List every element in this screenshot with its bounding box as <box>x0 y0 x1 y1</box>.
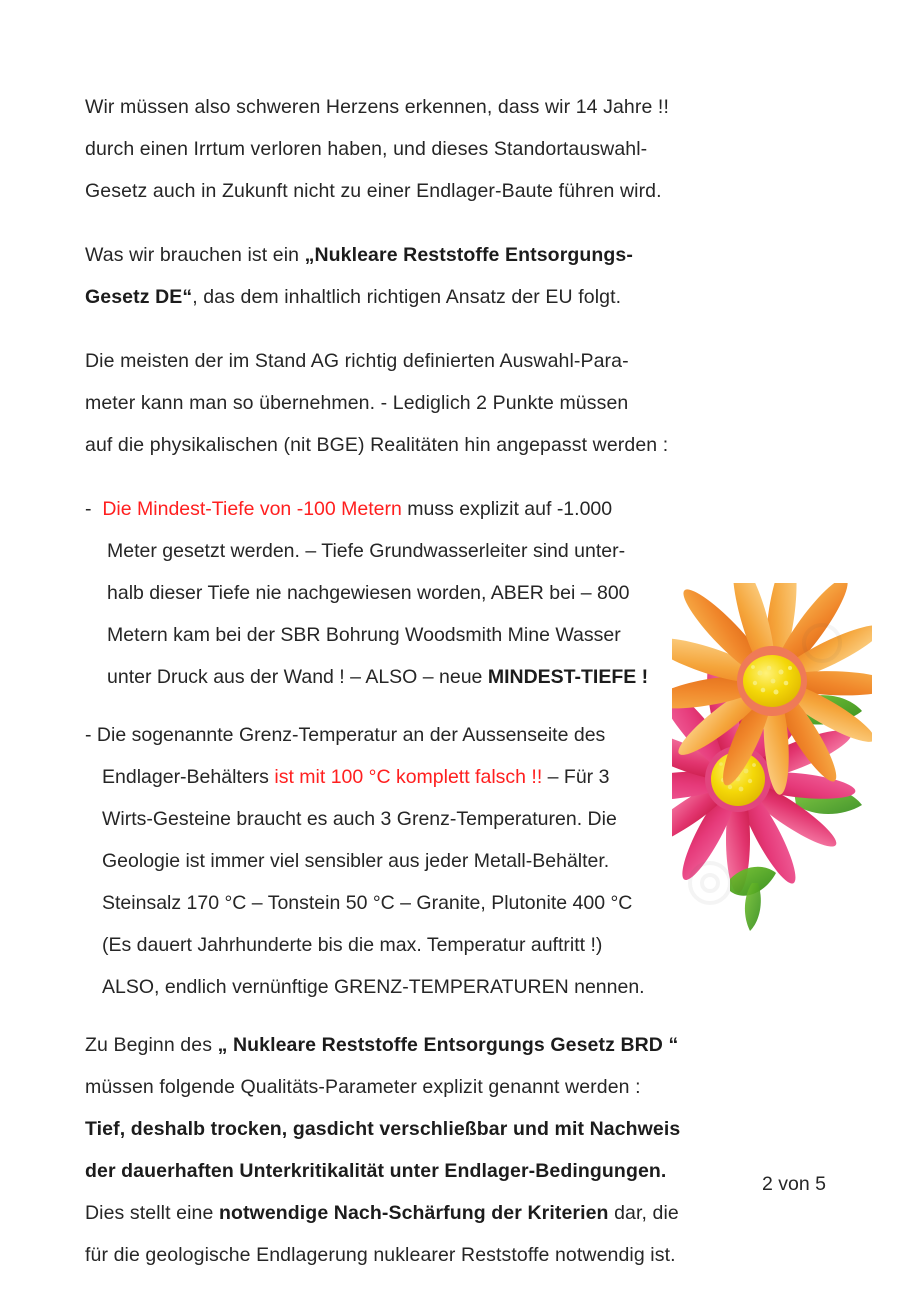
paragraph-line <box>85 276 845 318</box>
text-run: , das dem inhaltlich richtigen Ansatz der EU folgt. <box>192 286 622 308</box>
criteria-bold-line2: der dauerhaften Unterkritikalität unter Endlager-Bedingungen. <box>85 1160 667 1182</box>
law-name-brd-bold: „ Nukleare Reststoffe Entsorgungs Gesetz BRD “ <box>217 1034 679 1056</box>
text-run: muss explizit auf -1.000 <box>401 498 613 520</box>
paragraph-line <box>85 1024 845 1066</box>
bullet-line: Steinsalz 170 °C – Tonstein 50 °C – Granite, Plutonite 400 °C <box>102 892 633 914</box>
paragraph-line <box>85 234 845 276</box>
text-run: Was wir brauchen ist ein <box>85 244 305 266</box>
highlighted-red-text: ist mit 100 °C komplett falsch !! <box>274 766 543 788</box>
paragraph-intro <box>85 86 845 212</box>
page-number: 2 von 5 <box>762 1173 826 1195</box>
paragraph-law-name <box>85 234 845 318</box>
paragraph-line: durch einen Irrtum verloren haben, und dieses Standortauswahl- <box>85 138 648 160</box>
bullet-line: Metern kam bei der SBR Bohrung Woodsmith Mine Wasser <box>107 624 621 646</box>
text-run: Zu Beginn des <box>85 1034 218 1056</box>
text-run: Dies stellt eine <box>85 1202 219 1224</box>
paragraph-line: Die meisten der im Stand AG richtig definierten Auswahl-Para- <box>85 350 629 372</box>
bullet-line: Meter gesetzt werden. – Tiefe Grundwasserleiter sind unter- <box>107 540 626 562</box>
paragraph-line <box>85 1192 845 1234</box>
bullet-line-first <box>85 488 845 530</box>
law-name-bold-part2: Gesetz DE“ <box>85 286 193 308</box>
bullet-line: Geologie ist immer viel sensibler aus jeder Metall-Behälter. <box>102 850 610 872</box>
paragraph-line: meter kann man so übernehmen. - Lediglich 2 Punkte müssen <box>85 392 629 414</box>
paragraph-line <box>85 1108 845 1150</box>
bullet-line: halb dieser Tiefe nie nachgewiesen worden, ABER bei – 800 <box>107 582 630 604</box>
paragraph-line: auf die physikalischen (nit BGE) Realitäten hin angepasst werden : <box>85 434 669 456</box>
bullet-marker: - <box>85 724 97 746</box>
paragraph-line: müssen folgende Qualitäts-Parameter explizit genannt werden : <box>85 1076 641 1098</box>
text-run: Endlager-Behälters <box>102 766 275 788</box>
paragraph-parameters <box>85 340 845 466</box>
bullet-line: Wirts-Gesteine braucht es auch 3 Grenz-Temperaturen. Die <box>102 808 617 830</box>
nachschaerfung-bold: notwendige Nach-Schärfung der Kriterien <box>218 1202 609 1224</box>
criteria-bold-line1: Tief, deshalb trocken, gasdicht verschließbar und mit Nachweis <box>85 1118 681 1140</box>
flower-illustration <box>672 583 872 938</box>
paragraph-line: Gesetz auch in Zukunft nicht zu einer Endlager-Baute führen wird. <box>85 180 662 202</box>
paragraph-line: für die geologische Endlagerung nuklearer Reststoffe notwendig ist. <box>85 1244 676 1266</box>
text-run: dar, die <box>608 1202 679 1224</box>
text-run: Die sogenannte Grenz-Temperatur an der Aussenseite des <box>96 724 606 746</box>
text-run: – Für 3 <box>542 766 610 788</box>
paragraph-line <box>85 1150 845 1192</box>
bullet-marker: - <box>85 498 103 520</box>
mindest-tiefe-bold: MINDEST-TIEFE ! <box>487 666 649 688</box>
bullet-line: ALSO, endlich vernünftige GRENZ-TEMPERATUREN nennen. <box>102 976 645 998</box>
paragraph-line: Wir müssen also schweren Herzens erkennen, dass wir 14 Jahre !! <box>85 96 669 118</box>
text-run: unter Druck aus der Wand ! – ALSO – neue <box>107 666 488 688</box>
highlighted-red-text: Die Mindest-Tiefe von -100 Metern <box>102 498 402 520</box>
law-name-bold-part1: „Nukleare Reststoffe Entsorgungs- <box>304 244 633 266</box>
paragraph-closing <box>85 1024 845 1276</box>
bullet-line: (Es dauert Jahrhunderte bis die max. Temperatur auftritt !) <box>102 934 603 956</box>
